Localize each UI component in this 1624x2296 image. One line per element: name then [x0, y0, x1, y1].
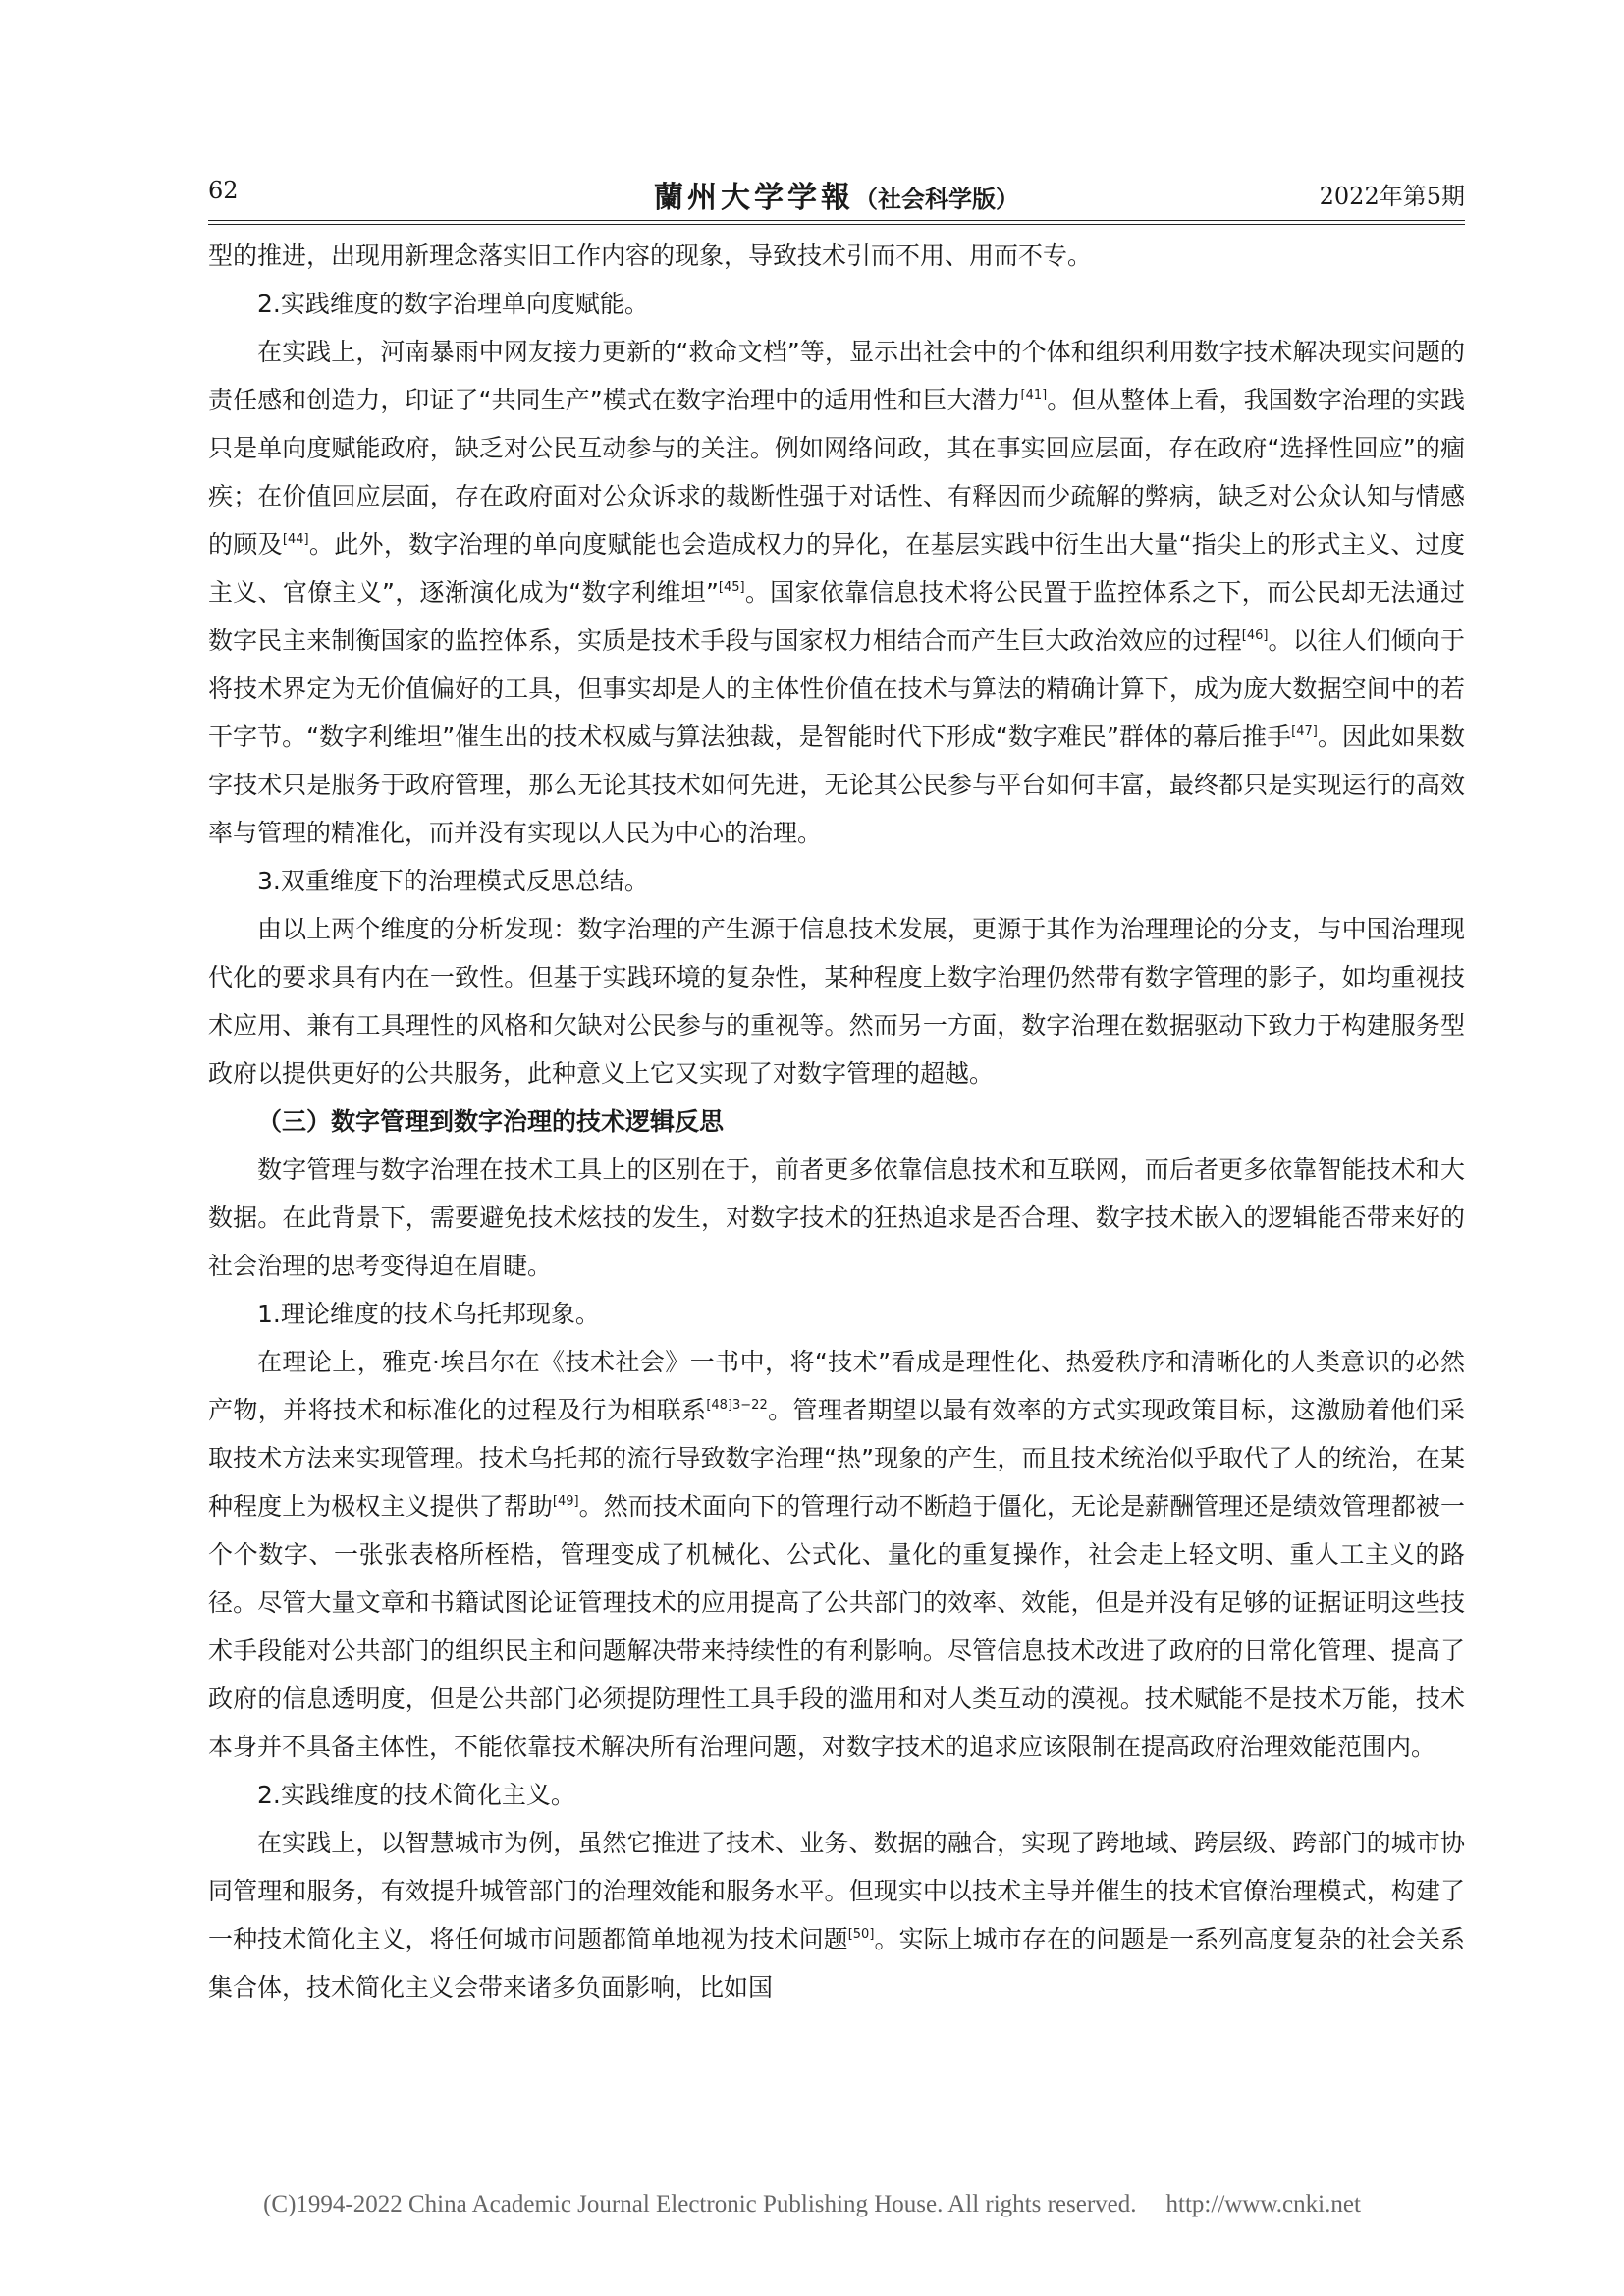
citation[interactable]: [48]3−22: [706, 1398, 768, 1413]
text-run: 。管理者期望以最有效率的方式实现政策目标，这激励着他们采取技术方法来实现管理。技术乌托邦的流行导致数字治理“热”现象的产生，而且技术统治似乎取代了人的统治，在某种程度上为极权主义提供了帮助: [208, 1396, 1465, 1521]
paragraph: [208, 1338, 1465, 1771]
subsection-heading: 2.实践维度的技术简化主义。: [257, 1781, 575, 1809]
text-run: 。实际上城市存在的问题是一系列高度复杂的社会关系集合体，技术简化主义会带来诸多负面影响，比如国: [208, 1925, 1465, 2002]
copyright-notice: (C)1994-2022 China Academic Journal Electronic Publishing House. All rights reserved.: [263, 2191, 1137, 2217]
paragraph: [208, 1819, 1465, 2011]
page-number: 62: [208, 177, 239, 204]
page-header: [208, 173, 1465, 222]
header-rule: [208, 220, 1465, 221]
issue-label: 2022年第5期: [1319, 183, 1465, 210]
text-run: 。但从整体上看，我国数字治理的实践只是单向度赋能政府，缺乏对公民互动参与的关注。例如网络问政，其在事实回应层面，存在政府“选择性回应”的痼疾；在价值回应层面，存在政府面对公众诉求的裁断性强于对话性、有释因而少疏解的弊病，缺乏对公众认知与情感的顾及: [208, 386, 1465, 559]
citation[interactable]: [45]: [718, 580, 745, 595]
journal-title: [208, 173, 1465, 216]
citation[interactable]: [41]: [1020, 388, 1048, 402]
text-run: 。国家依靠信息技术将公民置于监控体系之下，而公民却无法通过数字民主来制衡国家的监控体系，实质是技术手段与国家权力相结合而产生巨大政治效应的过程: [208, 578, 1465, 655]
citation[interactable]: [44]: [282, 532, 309, 547]
journal-name: 蘭州大学学報: [654, 181, 854, 215]
text-run: 。此外，数字治理的单向度赋能也会造成权力的异化，在基层实践中衍生出大量“指尖上的形式主义、过度主义、官僚主义”，逐渐演化成为“数字利维坦”: [208, 530, 1465, 607]
header-rule-thin: [208, 224, 1465, 225]
text-run: 。因此如果数字技术只是服务于政府管理，那么无论其技术如何先进，无论其公民参与平台如何丰富，最终都只是实现运行的高效率与管理的精准化，而并没有实现以人民为中心的治理。: [208, 722, 1465, 847]
text-run: 在实践上，河南暴雨中网友接力更新的“救命文档”等，显示出社会中的个体和组织利用数字技术解决现实问题的责任感和创造力，印证了“共同生产”模式在数字治理中的适用性和巨大潜力: [208, 338, 1465, 414]
paragraph: [208, 328, 1465, 857]
citation[interactable]: [46]: [1241, 628, 1269, 643]
journal-edition: （社会科学版）: [854, 185, 1019, 213]
citation[interactable]: [47]: [1291, 724, 1318, 739]
paragraph: 由以上两个维度的分析发现：数字治理的产生源于信息技术发展，更源于其作为治理理论的分支，与中国治理现代化的要求具有内在一致性。但基于实践环境的复杂性，某种程度上数字治理仍然带有数字管理的影子，如均重视技术应用、兼有工具理性的风格和欠缺对公民参与的重视等。然而另一方面，数字治理在数据驱动下致力于构建服务型政府以提供更好的公共服务，此种意义上它又实现了对数字管理的超越。: [208, 915, 1465, 1088]
paragraph: 数字管理与数字治理在技术工具上的区别在于，前者更多依靠信息技术和互联网，而后者更多依靠智能技术和大数据。在此背景下，需要避免技术炫技的发生，对数字技术的狂热追求是否合理、数字技术嵌入的逻辑能否带来好的社会治理的思考变得迫在眉睫。: [208, 1155, 1465, 1280]
subsection-heading: 1.理论维度的技术乌托邦现象。: [257, 1300, 600, 1328]
text-run: 。以往人们倾向于将技术界定为无价值偏好的工具，但事实却是人的主体性价值在技术与算法的精确计算下，成为庞大数据空间中的若干字节。“数字利维坦”催生出的技术权威与算法独裁，是智能时代下形成“数字难民”群体的幕后推手: [208, 626, 1465, 751]
citation[interactable]: [50]: [847, 1927, 875, 1942]
article-body: [208, 232, 1465, 2011]
page-footer: [0, 2191, 1624, 2218]
publisher-link[interactable]: http://www.cnki.net: [1165, 2191, 1361, 2217]
subsection-heading: 3.双重维度下的治理模式反思总结。: [257, 867, 649, 895]
paragraph: 型的推进，出现用新理念落实旧工作内容的现象，导致技术引而不用、用而不专。: [208, 241, 1093, 270]
citation[interactable]: [49]: [552, 1494, 579, 1509]
subsection-heading: 2.实践维度的数字治理单向度赋能。: [257, 290, 649, 318]
section-heading: （三）数字管理到数字治理的技术逻辑反思: [257, 1107, 725, 1136]
text-run: 在实践上，以智慧城市为例，虽然它推进了技术、业务、数据的融合，实现了跨地域、跨层级、跨部门的城市协同管理和服务，有效提升城管部门的治理效能和服务水平。但现实中以技术主导并催生的技术官僚治理模式，构建了一种技术简化主义，将任何城市问题都简单地视为技术问题: [208, 1829, 1465, 1953]
text-run: 在理论上，雅克·埃吕尔在《技术社会》一书中，将“技术”看成是理性化、热爱秩序和清晰化的人类意识的必然产物，并将技术和标准化的过程及行为相联系: [208, 1348, 1465, 1424]
text-run: 。然而技术面向下的管理行动不断趋于僵化，无论是薪酬管理还是绩效管理都被一个个数字、一张张表格所桎梏，管理变成了机械化、公式化、量化的重复操作，社会走上轻文明、重人工主义的路径。尽管大量文章和书籍试图论证管理技术的应用提高了公共部门的效率、效能，但是并没有足够的证据证明这些技术手段能对公共部门的组织民主和问题解决带来持续性的有利影响。尽管信息技术改进了政府的日常化管理、提高了政府的信息透明度，但是公共部门必须提防理性工具手段的滥用和对人类互动的漠视。技术赋能不是技术万能，技术本身并不具备主体性，不能依靠技术解决所有治理问题，对数字技术的追求应该限制在提高政府治理效能范围内。: [208, 1492, 1465, 1761]
